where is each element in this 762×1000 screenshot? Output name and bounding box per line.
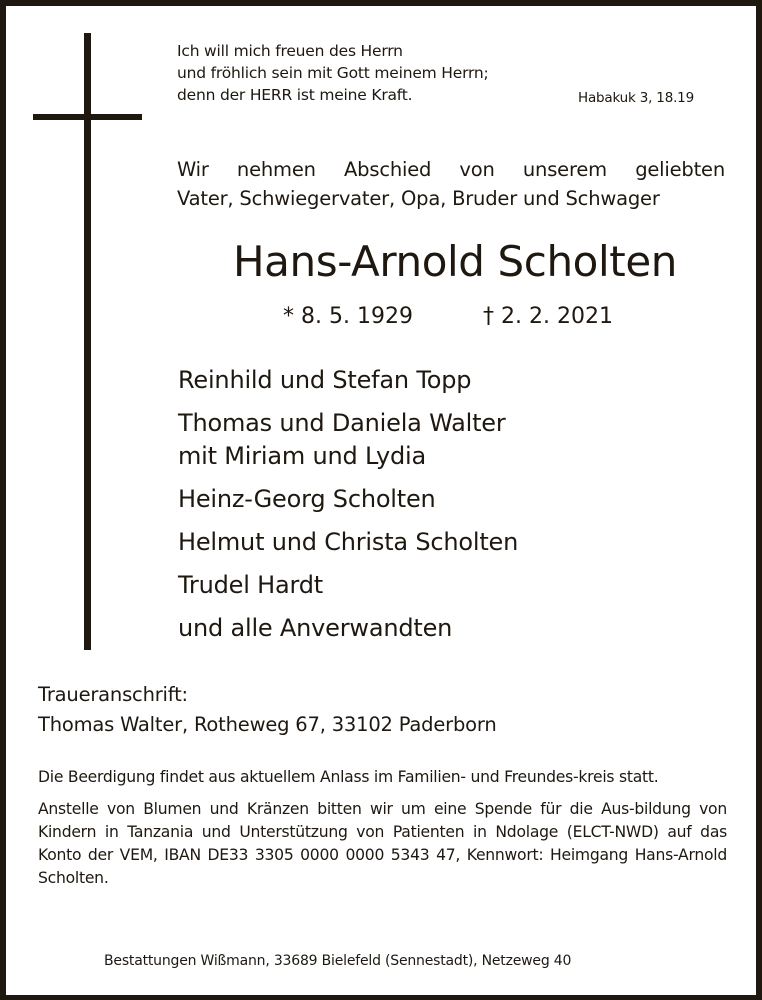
burial-note: Die Beerdigung findet aus aktuellem Anlass im Familien- und Freundes-kreis statt. <box>38 768 659 786</box>
mourning-address <box>38 680 728 740</box>
mourner-entry <box>178 483 738 516</box>
cross-vertical-bar <box>84 33 91 650</box>
donation-note: Anstelle von Blumen und Kränzen bitten wir um eine Spende für die Aus-bildung von Kindern in Tanzania und Unterstützung von Patienten in Ndolage (ELCT-NWD) auf das Konto der VEM, IBAN DE33 3305 0000 0000 5343 47, Kennwort: Heimgang Hans-Arnold Scholten. <box>38 800 727 887</box>
mourner-name: mit Miriam und Lydia <box>178 442 426 470</box>
mourner-entry <box>178 407 738 473</box>
mourner-name: Thomas und Daniela Walter <box>178 409 506 437</box>
mourner-entry <box>178 526 738 559</box>
farewell-intro <box>177 155 725 213</box>
death-date: † 2. 2. 2021 <box>483 304 613 329</box>
deceased-name: Hans-Arnold Scholten <box>233 237 677 286</box>
mourner-entry <box>178 364 738 397</box>
mourner-entry <box>178 612 738 645</box>
mourning-address-value: Thomas Walter, Rotheweg 67, 33102 Paderborn <box>38 713 497 736</box>
mourning-address-label: Traueranschrift: <box>38 683 188 706</box>
funeral-home-footer: Bestattungen Wißmann, 33689 Bielefeld (Sennestadt), Netzeweg 40 <box>104 953 572 969</box>
mourners-list <box>178 364 738 655</box>
funeral-notes <box>38 766 727 899</box>
mourner-name: Helmut und Christa Scholten <box>178 528 519 556</box>
intro-line: Wir nehmen Abschied von unserem geliebten <box>177 158 725 181</box>
mourner-entry <box>178 569 738 602</box>
cross-horizontal-bar <box>33 114 142 120</box>
verse-line: Ich will mich freuen des Herrn <box>177 42 403 60</box>
mourner-name: Reinhild und Stefan Topp <box>178 366 472 394</box>
mourner-name: Heinz-Georg Scholten <box>178 485 436 513</box>
mourner-name: und alle Anverwandten <box>178 614 453 642</box>
verse-line: denn der HERR ist meine Kraft. <box>177 86 413 104</box>
intro-line: Vater, Schwiegervater, Opa, Bruder und Schwager <box>177 187 660 210</box>
mourner-name: Trudel Hardt <box>178 571 323 599</box>
verse-reference: Habakuk 3, 18.19 <box>578 90 694 106</box>
verse-line: und fröhlich sein mit Gott meinem Herrn; <box>177 64 489 82</box>
birth-date: * 8. 5. 1929 <box>283 304 413 329</box>
